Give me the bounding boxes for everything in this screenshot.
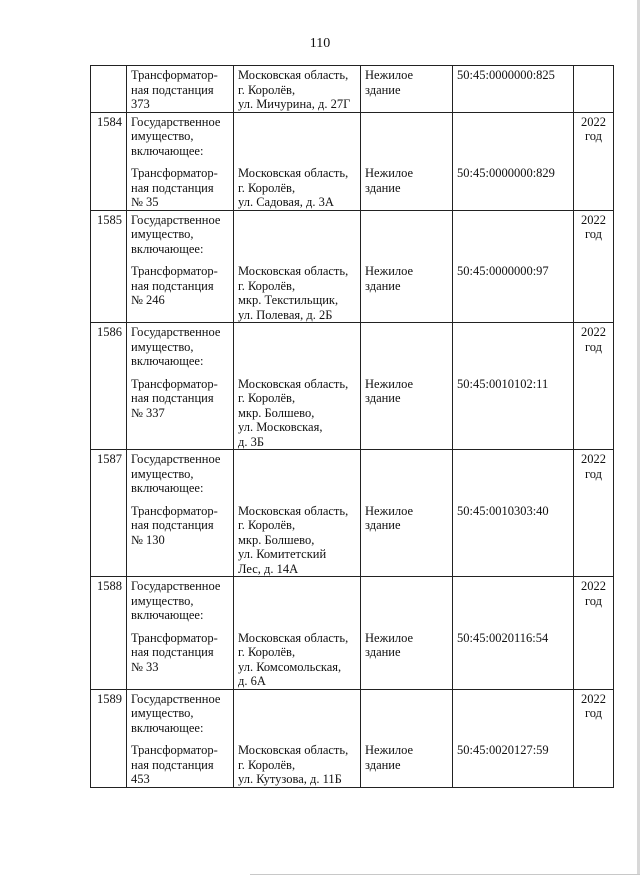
blank-line <box>365 452 448 467</box>
cell-address <box>234 577 361 690</box>
table-row <box>91 689 614 787</box>
cell-address <box>234 66 361 113</box>
object-name-line: Трансформатор- <box>131 166 218 180</box>
cell-number <box>91 112 127 210</box>
cell-year <box>574 689 614 787</box>
spacer <box>457 735 569 743</box>
spacer <box>457 256 569 264</box>
cell-name <box>127 577 234 690</box>
object-name-line: № 35 <box>131 195 159 209</box>
group-title-line: имущество, <box>131 593 194 608</box>
address-line: д. 3Б <box>238 434 265 449</box>
blank-line <box>457 340 569 355</box>
spacer <box>238 623 356 631</box>
cell-address <box>234 210 361 323</box>
blank-line <box>365 115 448 130</box>
object-type-line: здание <box>365 757 401 772</box>
address-line: ул. Комитетский <box>238 547 327 561</box>
object-name-line: Трансформатор- <box>131 630 218 645</box>
address-line: ул. Комсомольская, <box>238 659 342 674</box>
blank-line <box>457 325 569 340</box>
table-row <box>91 450 614 577</box>
object-type-line: Нежилое <box>365 68 414 82</box>
address-line: ул. Кутузова, д. 11Б <box>238 772 342 786</box>
cell-cadastral <box>453 577 574 690</box>
blank-line <box>457 452 569 467</box>
property-registry-table <box>90 65 614 788</box>
blank-line <box>457 608 569 623</box>
cell-type <box>361 112 453 210</box>
address-line: Московская область, <box>238 630 349 645</box>
blank-line <box>238 340 356 355</box>
blank-line <box>457 213 569 228</box>
cell-year <box>574 450 614 577</box>
blank-line <box>238 129 356 144</box>
group-title-line: включающее: <box>131 354 204 368</box>
group-title-line: включающее: <box>131 608 204 622</box>
table-row <box>91 323 614 450</box>
group-title-line: Государственное <box>131 452 221 466</box>
address-line: мкр. Текстильщик, <box>238 293 339 307</box>
address-line: ул. Московская, <box>238 420 323 434</box>
cell-address <box>234 323 361 450</box>
object-type-line: Нежилое <box>365 264 414 278</box>
year-line: год <box>584 706 603 720</box>
blank-line <box>365 227 448 242</box>
blank-line <box>457 354 569 369</box>
object-type-line: здание <box>365 82 401 97</box>
spacer <box>365 496 448 504</box>
blank-line <box>457 129 569 144</box>
blank-line <box>238 325 356 340</box>
address-line: г. Королёв, <box>238 391 296 405</box>
cell-number <box>91 210 127 323</box>
cadastral-number: 50:45:0000000:97 <box>457 264 549 278</box>
spacer <box>131 735 229 743</box>
cadastral-number: 50:45:0020116:54 <box>457 630 549 645</box>
object-type-line: Нежилое <box>365 376 414 391</box>
entry-number: 1588 <box>97 579 122 593</box>
spacer <box>365 256 448 264</box>
address-line: Московская область, <box>238 264 349 278</box>
blank-line <box>457 721 569 736</box>
cell-type <box>361 577 453 690</box>
object-type-line: здание <box>365 391 401 405</box>
object-type-line: здание <box>365 180 401 195</box>
spacer <box>238 158 356 166</box>
entry-number: 1586 <box>97 325 122 339</box>
address-line: ул. Полевая, д. 2Б <box>238 307 333 322</box>
address-line: г. Королёв, <box>238 645 296 659</box>
object-name-line: 373 <box>131 97 150 111</box>
blank-line <box>238 579 356 594</box>
address-line: ул. Мичурина, д. 27Г <box>238 97 351 111</box>
cell-year <box>574 323 614 450</box>
year-line: год <box>584 227 603 241</box>
table-row <box>91 210 614 323</box>
cell-type <box>361 450 453 577</box>
spacer <box>457 496 569 504</box>
blank-line <box>457 594 569 609</box>
address-line: Московская область, <box>238 503 349 518</box>
cell-number <box>91 577 127 690</box>
spacer <box>238 256 356 264</box>
cell-address <box>234 689 361 787</box>
cadastral-number: 50:45:0000000:825 <box>457 68 555 82</box>
table-row-continuation <box>91 66 614 113</box>
cell-type <box>361 210 453 323</box>
table-row <box>91 577 614 690</box>
blank-line <box>365 692 448 707</box>
year-line: год <box>584 593 603 608</box>
spacer <box>131 158 229 166</box>
spacer <box>457 369 569 377</box>
address-line: г. Королёв, <box>238 82 296 97</box>
year-line: 2022 <box>581 114 606 129</box>
year-line: 2022 <box>581 212 606 227</box>
blank-line <box>365 706 448 721</box>
object-name-line: ная подстанция <box>131 82 214 97</box>
cell-number <box>91 323 127 450</box>
address-line: ул. Садовая, д. 3А <box>238 195 334 209</box>
year-line: 2022 <box>581 452 606 466</box>
object-name-line: 453 <box>131 772 150 786</box>
blank-line <box>238 481 356 496</box>
object-name-line: ная подстанция <box>131 391 214 405</box>
cell-type <box>361 323 453 450</box>
object-name-line: Трансформатор- <box>131 743 218 757</box>
object-name-line: Трансформатор- <box>131 68 218 82</box>
blank-line <box>457 227 569 242</box>
cell-number <box>91 450 127 577</box>
entry-number: 1585 <box>97 212 122 227</box>
blank-line <box>238 721 356 736</box>
group-title-line: включающее: <box>131 241 204 256</box>
cell-cadastral <box>453 66 574 113</box>
object-name-line: ная подстанция <box>131 518 214 532</box>
address-line: г. Королёв, <box>238 518 296 532</box>
spacer <box>238 496 356 504</box>
address-line: мкр. Болшево, <box>238 405 315 420</box>
cadastral-number: 50:45:0010303:40 <box>457 503 549 518</box>
object-type-line: Нежилое <box>365 743 414 757</box>
spacer <box>457 158 569 166</box>
cell-type <box>361 689 453 787</box>
object-name-line: Трансформатор- <box>131 264 218 278</box>
cell-cadastral <box>453 450 574 577</box>
blank-line <box>238 115 356 130</box>
group-title-line: имущество, <box>131 706 194 720</box>
address-line: г. Королёв, <box>238 278 296 293</box>
cell-address <box>234 450 361 577</box>
blank-line <box>365 340 448 355</box>
object-name-line: № 33 <box>131 659 159 674</box>
address-line: Московская область, <box>238 743 349 757</box>
cell-type <box>361 66 453 113</box>
address-line: г. Королёв, <box>238 757 296 772</box>
cadastral-number: 50:45:0010102:11 <box>457 376 549 391</box>
object-type-line: Нежилое <box>365 630 414 645</box>
year-line: год <box>584 466 603 481</box>
entry-number: 1587 <box>97 452 122 466</box>
address-line: мкр. Болшево, <box>238 532 315 547</box>
page-number: 110 <box>309 36 331 51</box>
spacer <box>131 256 229 264</box>
year-line: 2022 <box>581 579 606 593</box>
object-name-line: № 337 <box>131 405 165 420</box>
group-title-line: Государственное <box>131 325 221 339</box>
cell-name <box>127 689 234 787</box>
blank-line <box>238 608 356 623</box>
cell-year <box>574 210 614 323</box>
address-line: Московская область, <box>238 68 349 82</box>
cell-name <box>127 210 234 323</box>
blank-line <box>365 608 448 623</box>
object-name-line: ная подстанция <box>131 645 214 659</box>
cell-year <box>574 112 614 210</box>
group-title-line: Государственное <box>131 579 221 593</box>
blank-line <box>365 579 448 594</box>
blank-line <box>238 692 356 707</box>
cell-year <box>574 577 614 690</box>
address-line: Московская область, <box>238 166 349 180</box>
blank-line <box>238 354 356 369</box>
cell-name <box>127 112 234 210</box>
blank-line <box>365 721 448 736</box>
blank-line <box>365 242 448 257</box>
cadastral-number: 50:45:0000000:829 <box>457 166 555 180</box>
blank-line <box>365 325 448 340</box>
object-type-line: Нежилое <box>365 166 414 180</box>
cadastral-number: 50:45:0020127:59 <box>457 743 549 757</box>
address-line: Московская область, <box>238 376 349 391</box>
object-name-line: ная подстанция <box>131 180 214 195</box>
year-line: год <box>584 339 603 354</box>
spacer <box>365 623 448 631</box>
blank-line <box>457 706 569 721</box>
spacer <box>365 158 448 166</box>
cell-name <box>127 323 234 450</box>
blank-line <box>365 467 448 482</box>
cell-number <box>91 689 127 787</box>
blank-line <box>457 467 569 482</box>
cell-cadastral <box>453 210 574 323</box>
object-name-line: ная подстанция <box>131 278 214 293</box>
blank-line <box>365 144 448 159</box>
blank-line <box>457 242 569 257</box>
cell-name <box>127 450 234 577</box>
object-name-line: Трансформатор- <box>131 503 218 518</box>
blank-line <box>238 144 356 159</box>
group-title-line: включающее: <box>131 720 204 735</box>
entry-number: 1584 <box>97 114 122 129</box>
spacer <box>457 623 569 631</box>
year-line: 2022 <box>581 691 606 706</box>
table-row <box>91 112 614 210</box>
object-type-line: здание <box>365 645 401 659</box>
group-title-line: имущество, <box>131 129 194 143</box>
spacer <box>365 735 448 743</box>
address-line: д. 6А <box>238 674 266 688</box>
blank-line <box>238 706 356 721</box>
group-title-line: включающее: <box>131 481 204 495</box>
cell-cadastral <box>453 689 574 787</box>
blank-line <box>238 594 356 609</box>
object-name-line: Трансформатор- <box>131 376 218 391</box>
spacer <box>238 735 356 743</box>
blank-line <box>457 144 569 159</box>
blank-line <box>457 579 569 594</box>
year-line: 2022 <box>581 325 606 339</box>
object-name-line: ная подстанция <box>131 757 214 772</box>
spacer <box>238 369 356 377</box>
group-title-line: включающее: <box>131 143 204 158</box>
blank-line <box>365 354 448 369</box>
blank-line <box>365 129 448 144</box>
group-title-line: имущество, <box>131 339 194 354</box>
spacer <box>131 623 229 631</box>
blank-line <box>365 594 448 609</box>
blank-line <box>238 467 356 482</box>
spacer <box>131 369 229 377</box>
blank-line <box>238 213 356 228</box>
address-line: Лес, д. 14А <box>238 561 299 576</box>
group-title-line: Государственное <box>131 114 221 129</box>
entry-number: 1589 <box>97 691 122 706</box>
object-name-line: № 246 <box>131 293 165 307</box>
blank-line <box>457 692 569 707</box>
blank-line <box>365 481 448 496</box>
object-type-line: Нежилое <box>365 503 414 518</box>
cell-year <box>574 66 614 113</box>
group-title-line: Государственное <box>131 691 221 706</box>
spacer <box>365 369 448 377</box>
cell-name <box>127 66 234 113</box>
cell-number <box>91 66 127 113</box>
year-line: год <box>584 129 603 143</box>
blank-line <box>238 452 356 467</box>
blank-line <box>238 242 356 257</box>
object-name-line: № 130 <box>131 532 165 547</box>
cell-cadastral <box>453 323 574 450</box>
object-type-line: здание <box>365 278 401 293</box>
group-title-line: имущество, <box>131 466 194 481</box>
group-title-line: Государственное <box>131 212 221 227</box>
blank-line <box>457 481 569 496</box>
blank-line <box>238 227 356 242</box>
cell-address <box>234 112 361 210</box>
blank-line <box>365 213 448 228</box>
cell-cadastral <box>453 112 574 210</box>
blank-line <box>457 115 569 130</box>
object-type-line: здание <box>365 518 401 532</box>
address-line: г. Королёв, <box>238 180 296 195</box>
spacer <box>131 496 229 504</box>
group-title-line: имущество, <box>131 227 194 241</box>
